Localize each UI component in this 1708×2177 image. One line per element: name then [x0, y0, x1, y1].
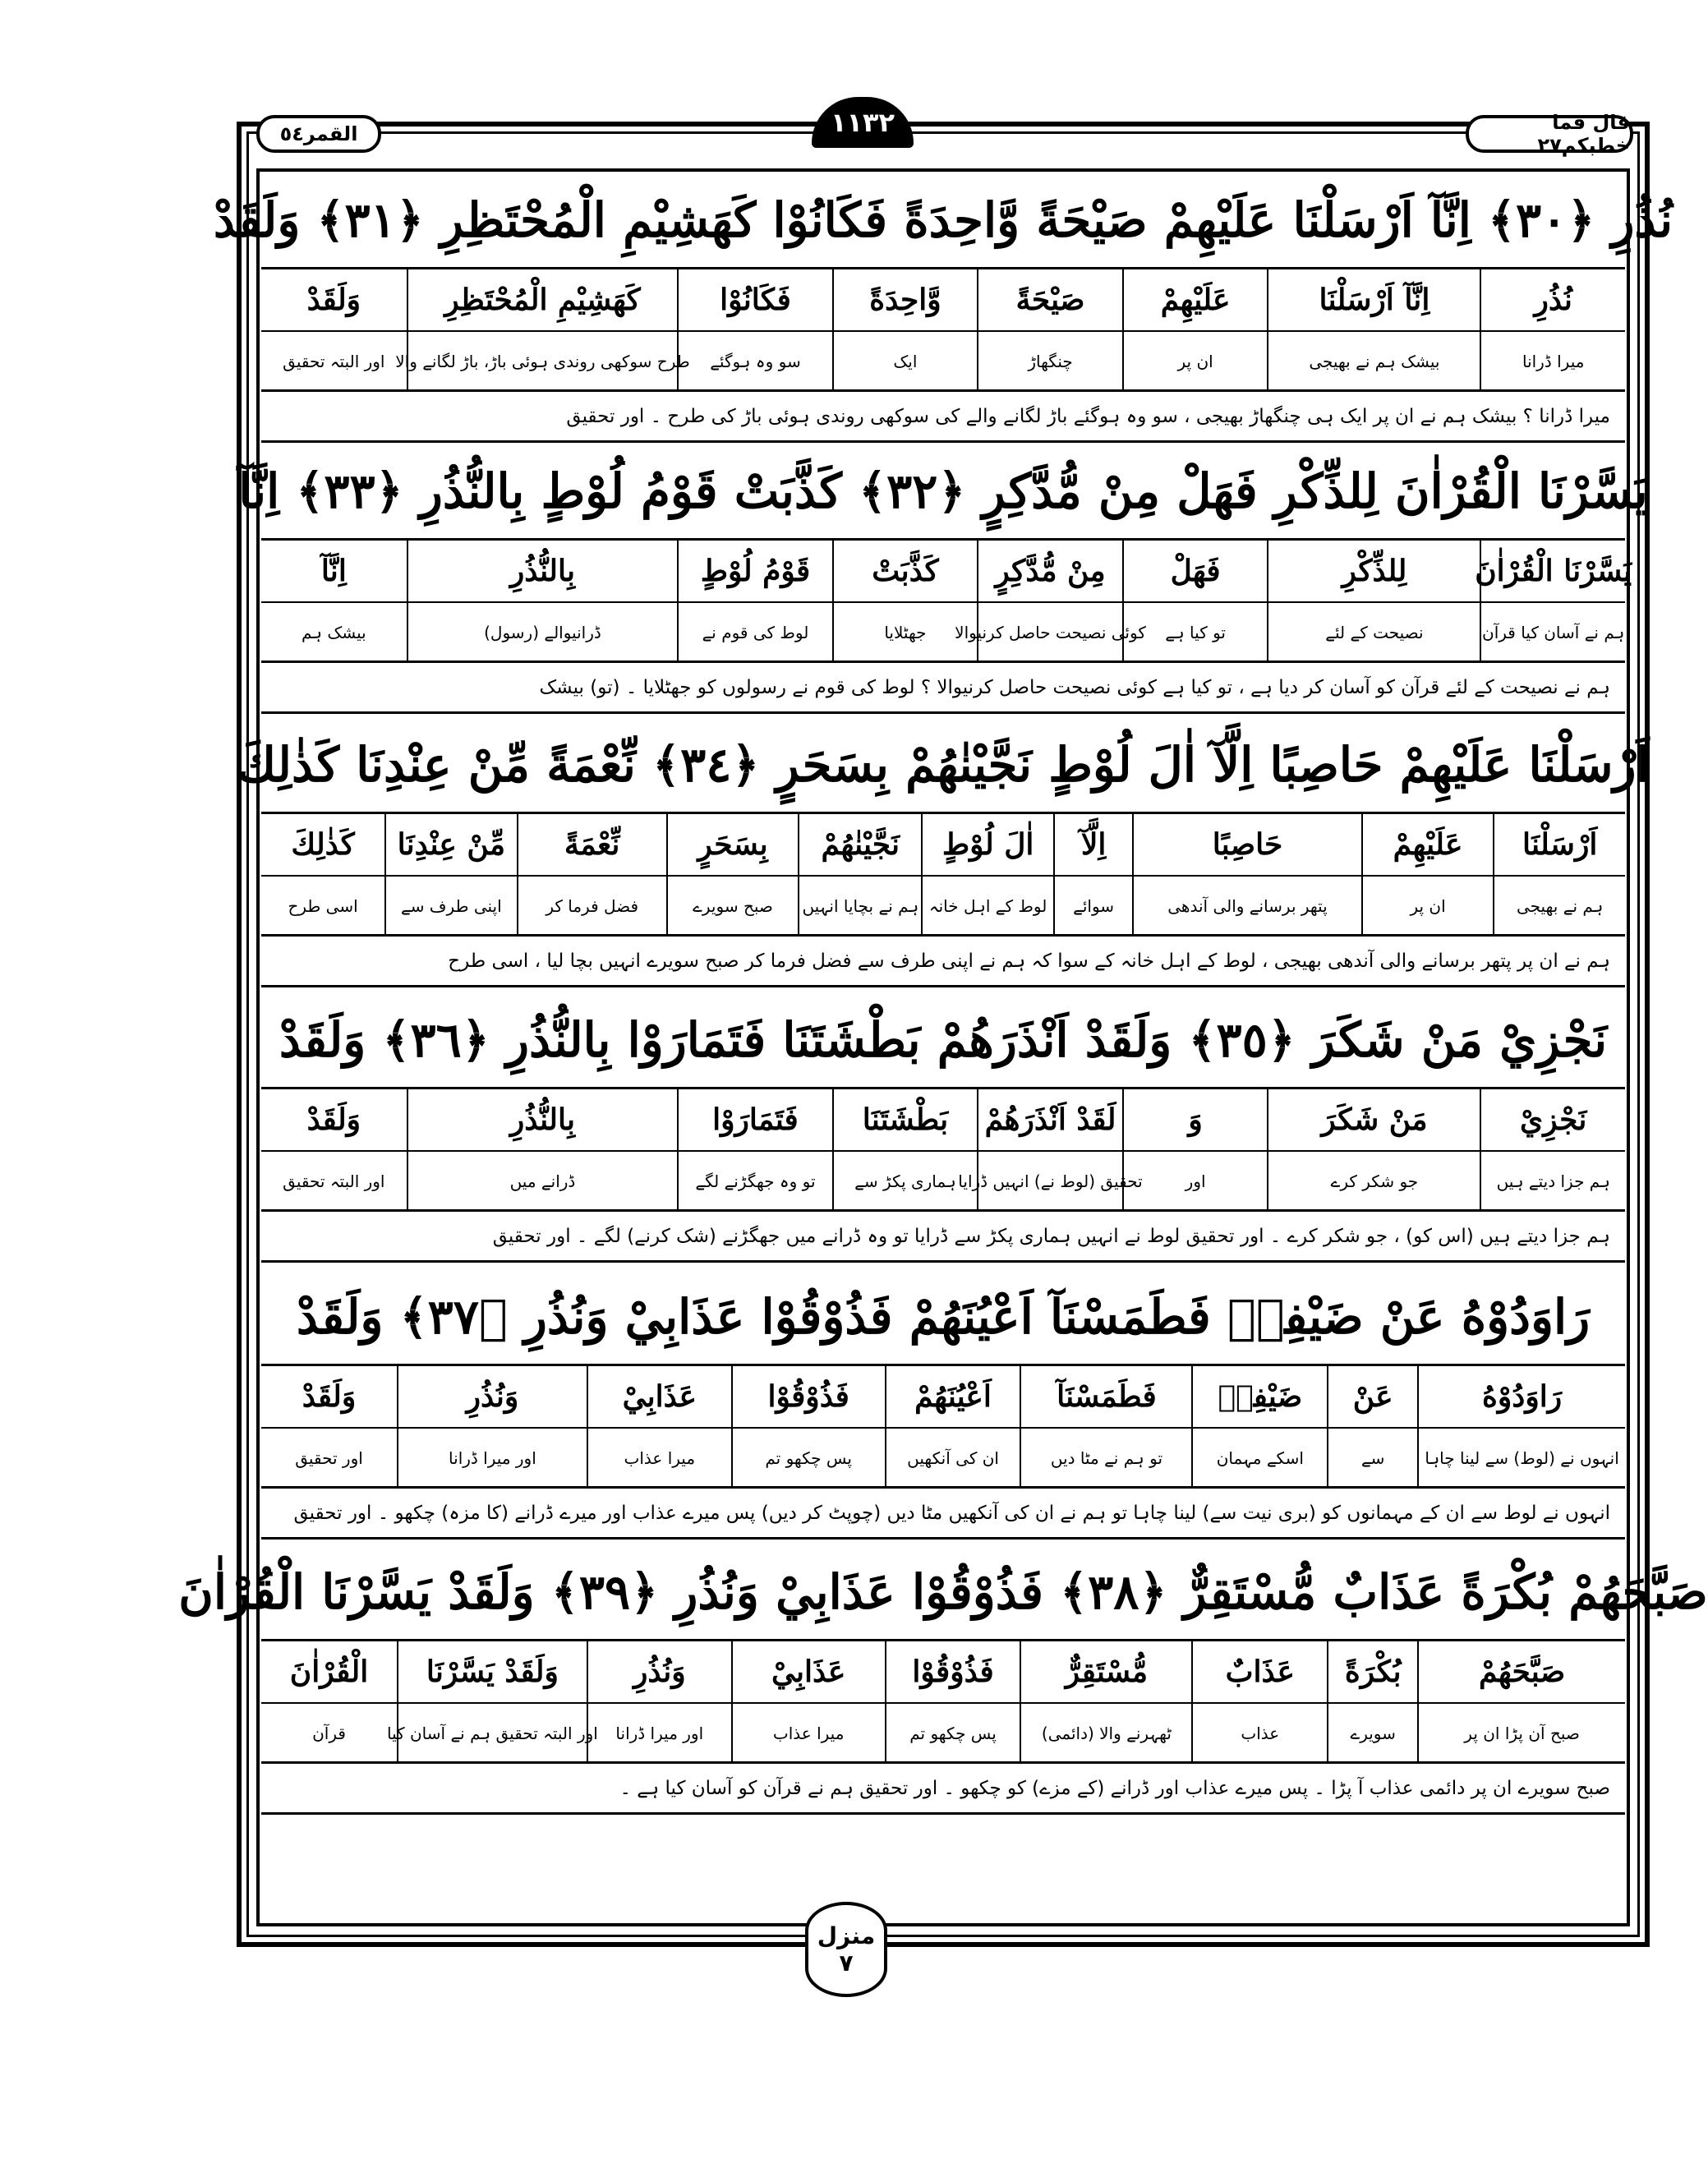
arabic-word-cell: مِنْ مُّدَّكِرٍ	[977, 541, 1122, 601]
urdu-translation-line: ہم نے نصیحت کے لئے قرآن کو آسان کر دیا ہے ، تو کیا ہے کوئی نصیحت حاصل کرنیوالا ؟ لوط کی قوم نے رسولوں کو جھٹلایا ۔ (تو) بیشک	[261, 663, 1625, 714]
arabic-word-cell: فَهَلْ	[1122, 541, 1268, 601]
manzil-badge	[805, 1902, 887, 1997]
urdu-meanings-row	[261, 1703, 1625, 1764]
surah-name-tag: القمر٥٤	[256, 115, 381, 153]
urdu-meanings-row	[261, 602, 1625, 663]
arabic-words-row	[261, 1366, 1625, 1429]
arabic-word-cell: مَنْ شَكَرَ	[1267, 1089, 1480, 1150]
verse-section	[261, 992, 1625, 1263]
urdu-meaning-cell: سوائے	[1053, 876, 1132, 937]
urdu-translation-line: ہم جزا دیتے ہیں (اس کو) ، جو شکر کرے ۔ اور تحقیق لوط نے انہیں ہماری پکڑ سے ڈرایا تو وہ ڈرانے میں جھگڑنے (شک کرنے) لگے ۔ اور تحقیق	[261, 1212, 1625, 1263]
arabic-word-cell: بَطْشَتَنَا	[832, 1089, 978, 1150]
urdu-meaning-cell: پتھر برسانے والی آندھی	[1132, 876, 1360, 937]
arabic-word-cell: وَّاحِدَةً	[832, 269, 978, 330]
arabic-word-cell: لَقَدْ اَنْذَرَهُمْ	[977, 1089, 1122, 1150]
arabic-word-cell: عَنْ	[1327, 1366, 1417, 1427]
arabic-word-cell: يَسَّرْنَا الْقُرْاٰنَ	[1480, 541, 1625, 601]
arabic-word-cell: عَذَابِيْ	[731, 1641, 885, 1702]
arabic-word-cell: صَيْحَةً	[977, 269, 1122, 330]
arabic-word-cell: مِّنْ عِنْدِنَا	[384, 814, 517, 875]
arabic-word-cell: اَعْيُنَهُمْ	[885, 1366, 1020, 1427]
arabic-words-row	[261, 1089, 1625, 1152]
arabic-word-cell: نَجْزِيْ	[1480, 1089, 1625, 1150]
arabic-word-cell: وَ	[1122, 1089, 1268, 1150]
urdu-meaning-cell: اور میرا ڈرانا	[587, 1703, 731, 1764]
urdu-meaning-cell: اور البتہ تحقیق	[283, 1171, 385, 1191]
arabic-word-cell: نَجَّيْنٰهُمْ	[798, 814, 921, 875]
arabic-verse-line: نَجْزِيْ مَنْ شَكَرَ ﴿٣٥﴾ وَلَقَدْ اَنْذَرَهُمْ بَطْشَتَنَا فَتَمَارَوْا بِالنُّذُرِ ﴿٣٦﴾ وَلَقَدْ	[279, 1011, 1608, 1068]
urdu-meaning-cell: اسی طرح	[288, 896, 358, 916]
urdu-meaning-cell: ان کی آنکھیں	[885, 1428, 1020, 1489]
arabic-word-cell: كَذٰلِكَ	[291, 827, 355, 862]
urdu-meaning-cell: اور البتہ تحقیق ہم نے آسان کیا	[397, 1703, 587, 1764]
urdu-meaning-cell: صبح آن پڑا ان پر	[1417, 1703, 1625, 1764]
urdu-meaning-cell: جو شکر کرے	[1267, 1151, 1480, 1212]
arabic-word-cell: اِنَّآ	[320, 554, 347, 588]
urdu-meaning-cell: اور تحقیق	[295, 1448, 363, 1468]
verse-section	[237, 717, 1650, 988]
arabic-word-cell: فَطَمَسْنَآ	[1020, 1366, 1191, 1427]
arabic-word-cell: عَذَابِيْ	[587, 1366, 731, 1427]
arabic-word-cell: صَبَّحَهُمْ	[1417, 1641, 1625, 1702]
verse-section	[238, 444, 1648, 715]
urdu-meanings-row	[261, 876, 1625, 937]
urdu-meaning-cell: پس چکھو تم	[885, 1703, 1020, 1764]
urdu-meaning-cell: ان پر	[1122, 331, 1268, 392]
urdu-meaning-cell: سے	[1327, 1428, 1417, 1489]
word-by-word-table	[261, 538, 1632, 663]
urdu-meaning-cell: میرا عذاب	[587, 1428, 731, 1489]
urdu-meaning-cell: میرا ڈرانا	[1480, 331, 1625, 392]
arabic-verse-line: صَبَّحَهُمْ بُكْرَةً عَذَابٌ مُّسْتَقِرٌّ ﴿٣٨﴾ فَذُوْقُوْا عَذَابِيْ وَنُذُرِ ﴿٣٩﴾ وَلَقَدْ يَسَّرْنَا الْقُرْاٰنَ	[178, 1563, 1708, 1620]
arabic-word-cell: فَذُوْقُوْا	[731, 1366, 885, 1427]
arabic-word-cell: فَتَمَارَوْا	[677, 1089, 831, 1150]
urdu-meaning-cell: ٹھہرنے والا (دائمی)	[1020, 1703, 1191, 1764]
urdu-meaning-cell: عذاب	[1191, 1703, 1327, 1764]
arabic-word-cell: عَذَابٌ	[1191, 1641, 1327, 1702]
urdu-meaning-cell: اور	[1122, 1151, 1268, 1212]
urdu-meaning-cell: قرآن	[312, 1724, 346, 1743]
verse-section	[261, 1269, 1625, 1540]
urdu-meaning-cell: کوئی نصیحت حاصل کرنیوالا	[977, 602, 1122, 663]
urdu-meaning-cell: ایک	[832, 331, 978, 392]
urdu-meaning-cell: تو وہ جھگڑنے لگے	[677, 1151, 831, 1212]
word-by-word-table	[261, 1364, 1625, 1489]
urdu-translation-line: ہم نے ان پر پتھر برسانے والی آندھی بھیجی ، لوط کے اہل خانہ کے سوا کہ ہم نے اپنی طرف سے فضل فرما کر صبح سویرے انہیں بچا لیا ، اسی طرح	[261, 937, 1625, 987]
urdu-meaning-cell: ہم جزا دیتے ہیں	[1480, 1151, 1625, 1212]
arabic-word-cell: كَهَشِيْمِ الْمُحْتَظِرِ	[407, 269, 678, 330]
arabic-word-cell: مُّسْتَقِرٌّ	[1020, 1641, 1191, 1702]
urdu-meaning-cell: طرح سوکھی روندی ہوئی باڑ، باڑ لگانے والا	[407, 331, 678, 392]
urdu-meaning-cell: اور میرا ڈرانا	[397, 1428, 587, 1489]
arabic-words-row	[261, 269, 1625, 332]
arabic-word-cell: فَذُوْقُوْا	[885, 1641, 1020, 1702]
arabic-word-cell: بُكْرَةً	[1327, 1641, 1417, 1702]
arabic-word-cell: لِلذِّكْرِ	[1267, 541, 1480, 601]
verse-section	[213, 173, 1673, 444]
arabic-word-cell: اَرْسَلْنَا	[1493, 814, 1625, 875]
arabic-word-cell: وَلَقَدْ	[302, 1379, 357, 1414]
urdu-translation-line: انہوں نے لوط سے ان کے مہمانوں کو (بری نیت سے) لینا چاہا تو ہم نے ان کی آنکھیں مٹا دیں (چوپٹ کر دیں) پس میرے عذاب اور میرے ڈرانے (کا مزہ) چکھو ۔ اور تحقیق	[261, 1489, 1625, 1540]
arabic-word-cell: نُذُرِ	[1480, 269, 1625, 330]
arabic-word-cell: قَوْمُ لُوْطٍ	[677, 541, 831, 601]
arabic-word-cell: اِلَّآ	[1053, 814, 1132, 875]
word-by-word-table	[261, 1087, 1625, 1212]
arabic-word-cell: بِالنُّذُرِ	[407, 1089, 678, 1150]
manzil-label: منزل	[817, 1922, 876, 1949]
arabic-word-cell: حَاصِبًا	[1132, 814, 1360, 875]
urdu-meaning-cell: بیشک ہم نے بھیجی	[1267, 331, 1480, 392]
arabic-word-cell: اٰلَ لُوْطٍ	[921, 814, 1053, 875]
arabic-verse-line: اَرْسَلْنَا عَلَيْهِمْ حَاصِبًا اِلَّآ اٰلَ لُوْطٍ نَجَّيْنٰهُمْ بِسَحَرٍ ﴿٣٤﴾ نِّعْمَةً مِّنْ عِنْدِنَا كَذٰلِكَ	[237, 736, 1650, 793]
urdu-meaning-cell: صبح سویرے	[666, 876, 799, 937]
arabic-word-cell: عَلَيْهِمْ	[1122, 269, 1268, 330]
arabic-word-cell: نِّعْمَةً	[517, 814, 666, 875]
urdu-meaning-cell: ان پر	[1361, 876, 1494, 937]
urdu-meaning-cell: میرا عذاب	[731, 1703, 885, 1764]
urdu-meaning-cell: فضل فرما کر	[517, 876, 666, 937]
urdu-meaning-cell: ہم نے آسان کیا قرآن	[1480, 602, 1625, 663]
arabic-word-cell: وَنُذُرِ	[587, 1641, 731, 1702]
urdu-meaning-cell: بیشک ہم	[301, 623, 366, 642]
word-by-word-table	[261, 812, 1625, 937]
urdu-meaning-cell: تو ہم نے مٹا دیں	[1020, 1428, 1191, 1489]
arabic-word-cell: وَنُذُرِ	[397, 1366, 587, 1427]
page-number: ١١٣٢	[812, 97, 914, 148]
urdu-meanings-row	[261, 1428, 1625, 1489]
arabic-word-cell: عَلَيْهِمْ	[1361, 814, 1494, 875]
arabic-word-cell: بِسَحَرٍ	[666, 814, 799, 875]
urdu-meaning-cell: جھٹلایا	[832, 602, 978, 663]
urdu-meaning-cell: چنگھاڑ	[977, 331, 1122, 392]
arabic-word-cell: فَكَانُوْا	[677, 269, 831, 330]
urdu-meaning-cell: ہماری پکڑ سے	[832, 1151, 978, 1212]
urdu-translation-line: میرا ڈرانا ؟ بیشک ہم نے ان پر ایک ہی چنگھاڑ بھیجی ، سو وہ ہوگئے باڑ لگانے والے کی سوکھی روندی ہوئی باڑ کی طرح ۔ اور تحقیق	[261, 392, 1625, 443]
urdu-meaning-cell: تحقیق (لوط نے) انہیں ڈرایا	[977, 1151, 1122, 1212]
arabic-verse-line: نُذُرِ ﴿٣٠﴾ اِنَّآ اَرْسَلْنَا عَلَيْهِمْ صَيْحَةً وَّاحِدَةً فَكَانُوْا كَهَشِيْمِ الْمُحْتَظِرِ ﴿٣١﴾ وَلَقَدْ	[213, 191, 1673, 248]
urdu-meanings-row	[261, 1151, 1625, 1212]
urdu-translation-line: صبح سویرے ان پر دائمی عذاب آ پڑا ۔ پس میرے عذاب اور ڈرانے (کے مزے) کو چکھو ۔ اور تحقیق ہم نے قرآن کو آسان کیا ہے ۔	[261, 1764, 1625, 1815]
urdu-meaning-cell: اسکے مہمان	[1191, 1428, 1327, 1489]
urdu-meaning-cell: تو کیا ہے	[1122, 602, 1268, 663]
urdu-meaning-cell: نصیحت کے لئے	[1267, 602, 1480, 663]
urdu-meanings-row	[261, 331, 1625, 392]
urdu-meaning-cell: سو وہ ہوگئے	[677, 331, 831, 392]
arabic-word-cell: وَلَقَدْ	[306, 1102, 361, 1137]
arabic-verse-line: يَسَّرْنَا الْقُرْاٰنَ لِلذِّكْرِ فَهَلْ مِنْ مُّدَّكِرٍ ﴿٣٢﴾ كَذَّبَتْ قَوْمُ لُوْطٍ بِالنُّذُرِ ﴿٣٣﴾ اِنَّآ	[238, 463, 1648, 519]
arabic-words-row	[261, 1641, 1625, 1704]
arabic-words-row	[261, 814, 1625, 877]
urdu-meaning-cell: پس چکھو تم	[731, 1428, 885, 1489]
arabic-word-cell: وَلَقَدْ يَسَّرْنَا	[397, 1641, 587, 1702]
word-by-word-table	[261, 1639, 1625, 1764]
urdu-meaning-cell: ڈرانیوالے (رسول)	[407, 602, 678, 663]
urdu-meaning-cell: ہم نے بھیجی	[1493, 876, 1625, 937]
urdu-meaning-cell: ڈرانے میں	[407, 1151, 678, 1212]
urdu-meaning-cell: لوط کے اہل خانہ	[921, 876, 1053, 937]
urdu-meaning-cell: اپنی طرف سے	[384, 876, 517, 937]
arabic-words-row	[261, 541, 1632, 603]
urdu-meaning-cell: انہوں نے (لوط) سے لینا چاہا	[1417, 1428, 1625, 1489]
arabic-verse-line: رَاوَدُوْهُ عَنْ ضَيْفِهٖ فَطَمَسْنَآ اَعْيُنَهُمْ فَذُوْقُوْا عَذَابِيْ وَنُذُرِ ﴿٣٧﴾ وَلَقَدْ	[296, 1288, 1591, 1345]
urdu-meaning-cell: ہم نے بچایا انہیں	[798, 876, 921, 937]
arabic-word-cell: اِنَّآ اَرْسَلْنَا	[1267, 269, 1480, 330]
manzil-number: ٧	[839, 1949, 854, 1977]
juz-name-tag: قال فما خطبکم٢٧	[1466, 115, 1633, 153]
arabic-word-cell: الْقُرْاٰنَ	[289, 1655, 369, 1689]
urdu-meaning-cell: لوط کی قوم نے	[677, 602, 831, 663]
arabic-word-cell: بِالنُّذُرِ	[407, 541, 678, 601]
word-by-word-table	[261, 267, 1625, 392]
verse-section	[178, 1544, 1708, 1816]
arabic-word-cell: رَاوَدُوْهُ	[1417, 1366, 1625, 1427]
arabic-word-cell: ضَيْفِهٖ	[1191, 1366, 1327, 1427]
arabic-word-cell: كَذَّبَتْ	[832, 541, 978, 601]
urdu-meaning-cell: اور البتہ تحقیق	[283, 352, 385, 371]
arabic-word-cell: وَلَقَدْ	[306, 283, 361, 317]
urdu-meaning-cell: سویرے	[1327, 1703, 1417, 1764]
